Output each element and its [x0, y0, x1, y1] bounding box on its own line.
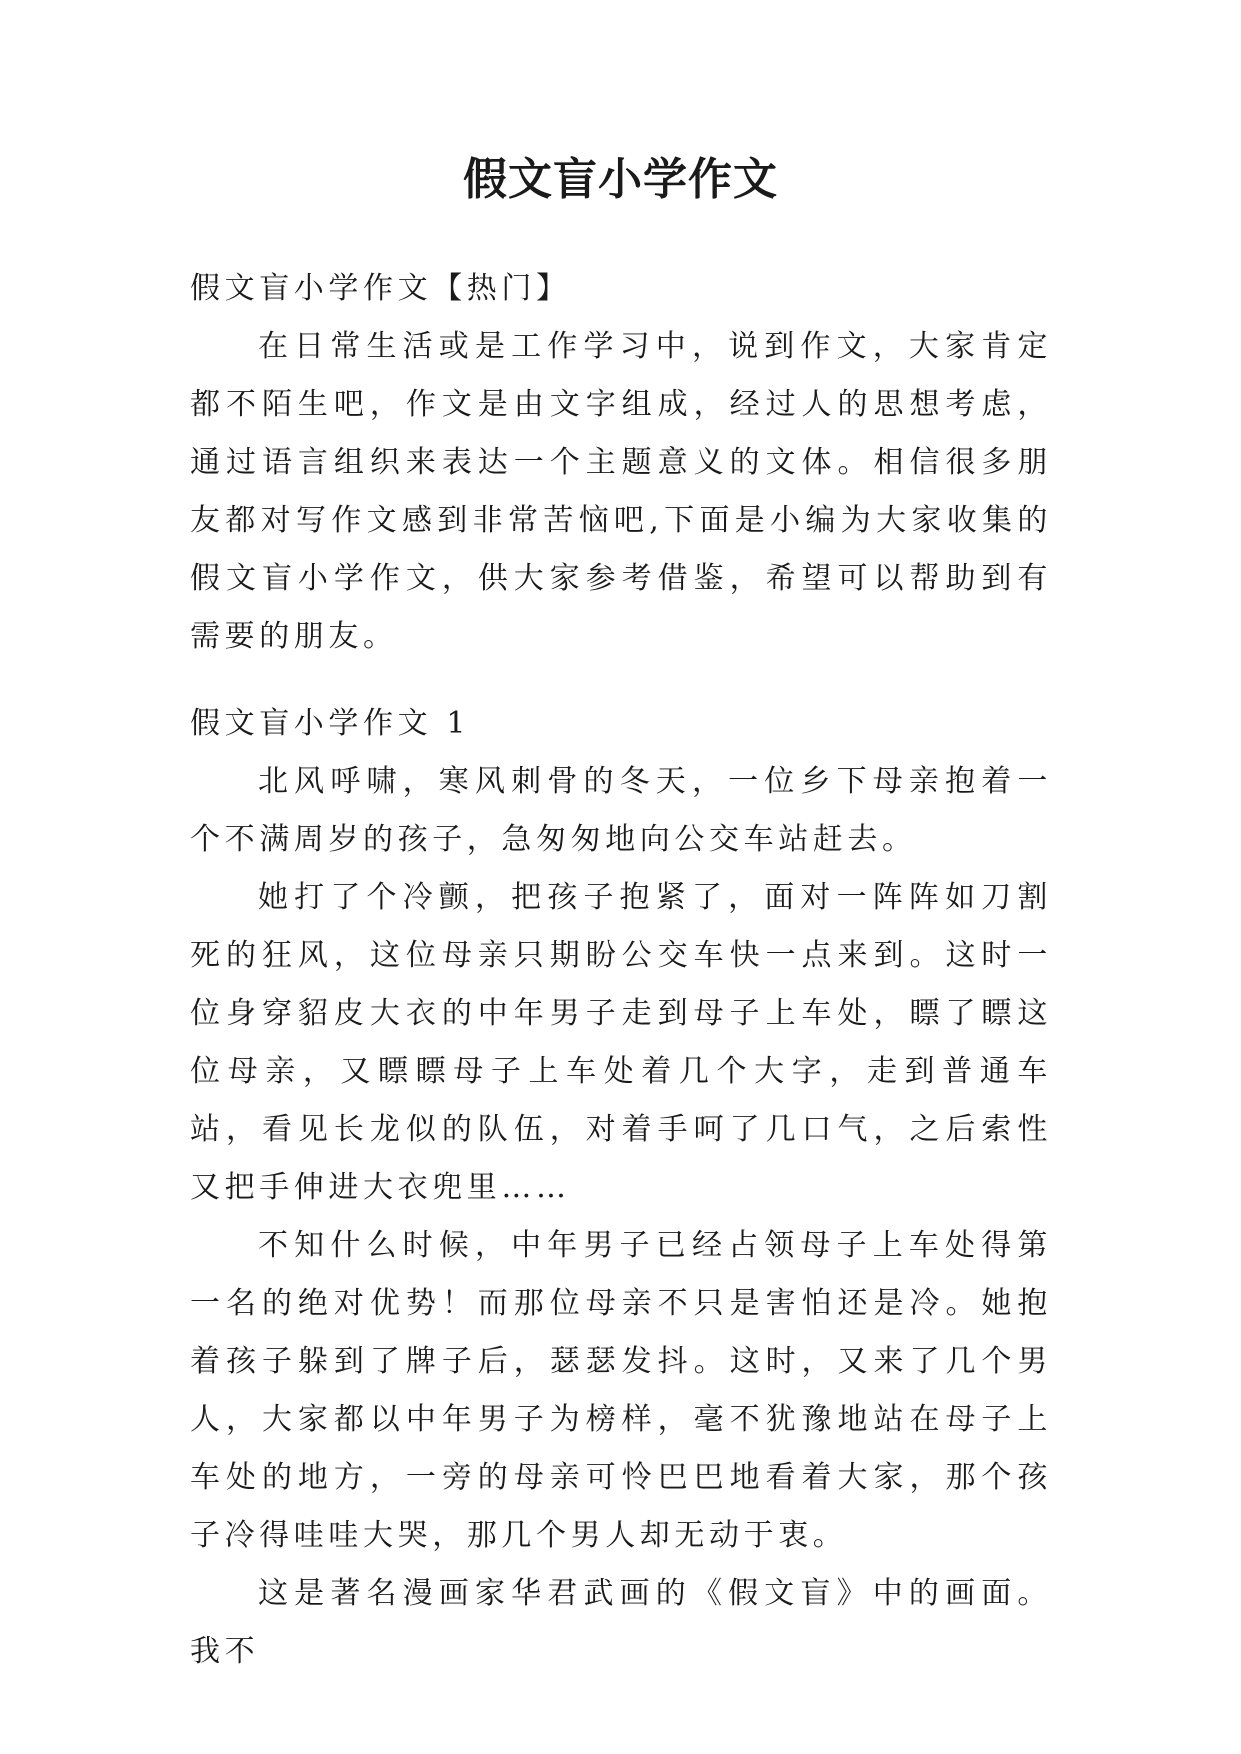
document-title: 假文盲小学作文 — [463, 154, 778, 205]
intro-heading: 假文盲小学作文【热门】 — [190, 271, 571, 306]
essay-paragraph-3: 不知什么时候，中年男子已经占领母子上车处得第一名的绝对优势！而那位母亲不只是害怕还是冷。她抱着孩子躲到了牌子后，瑟瑟发抖。这时，又来了几个男人，大家都以中年男子为榜样，毫不犹豫地站在母子上车处的地方，一旁的母亲可怜巴巴地看着大家，那个孩子冷得哇哇大哭，那几个男人却无动于衷。 — [190, 1228, 1052, 1553]
essay-paragraph-4: 这是著名漫画家华君武画的《假文盲》中的画面。我不 — [190, 1576, 1052, 1669]
essay-section — [190, 695, 1052, 1681]
intro-section — [190, 260, 1052, 666]
intro-paragraph: 在日常生活或是工作学习中，说到作文，大家肯定都不陌生吧，作文是由文字组成，经过人的思想考虑，通过语言组织来表达一个主题意义的文体。相信很多朋友都对写作文感到非常苦恼吧,下面是小编为大家收集的假文盲小学作文，供大家参考借鉴，希望可以帮助到有需要的朋友。 — [190, 329, 1052, 654]
essay-paragraph-2: 她打了个冷颤，把孩子抱紧了，面对一阵阵如刀割死的狂风，这位母亲只期盼公交车快一点来到。这时一位身穿貂皮大衣的中年男子走到母子上车处，瞟了瞟这位母亲，又瞟瞟母子上车处着几个大字，走到普通车站，看见长龙似的队伍，对着手呵了几口气，之后索性又把手伸进大衣兜里…… — [190, 880, 1052, 1205]
essay-paragraph-1: 北风呼啸，寒风刺骨的冬天，一位乡下母亲抱着一个不满周岁的孩子，急匆匆地向公交车站赶去。 — [190, 764, 1052, 857]
essay-heading: 假文盲小学作文 1 — [190, 706, 471, 741]
